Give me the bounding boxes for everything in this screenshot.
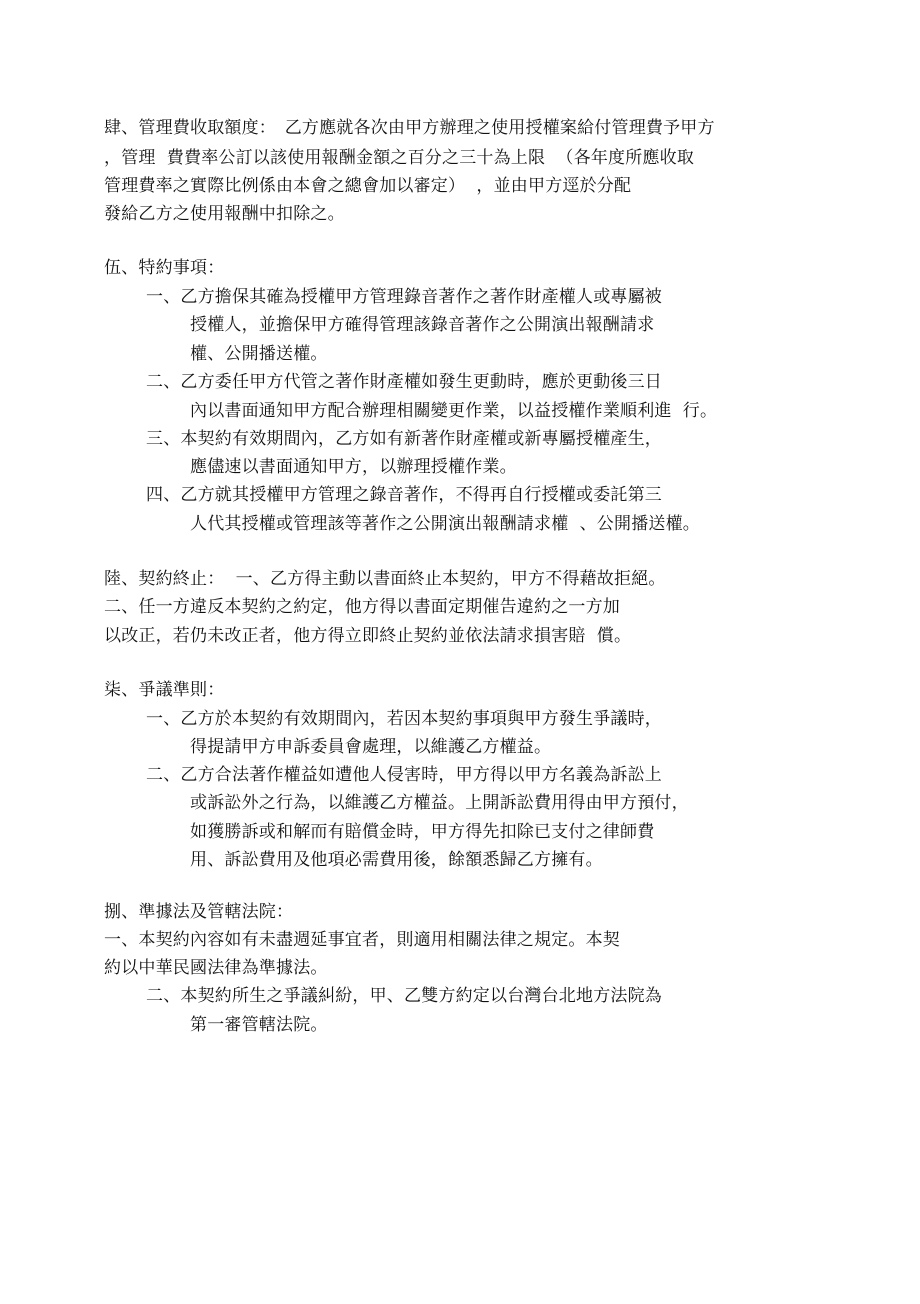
- section-5-item-1-line-1: 一、乙方擔保其確為授權甲方管理錄音著作之著作財產權人或專屬被: [146, 287, 662, 307]
- section-4-line-4: 發給乙方之使用報酬中扣除之。: [104, 204, 345, 224]
- section-8-item-1-line-1: 一、本契約內容如有未盡週延事宜者，則適用相關法律之規定。本契: [104, 930, 620, 950]
- section-8-item-2-line-2: 第一審管轄法院。: [190, 1015, 328, 1035]
- section-5-item-3-line-1: 三、本契約有效期間內，乙方如有新著作財產權或新專屬授權產生，: [146, 429, 662, 449]
- section-8-item-2-line-1: 二、本契約所生之爭議糾紛，甲、乙雙方約定以台灣台北地方法院為: [146, 986, 662, 1006]
- section-5-item-2-line-2: 內以書面通知甲方配合辦理相關變更作業，以益授權作業順利進 行。: [190, 401, 718, 421]
- section-4-line-3: 管理費率之實際比例係由本會之總會加以審定） ，並由甲方逕於分配: [104, 176, 632, 196]
- section-7-item-2-line-2: 或訴訟外之行為，以維護乙方權益。上開訴訟費用得由甲方預付，: [190, 793, 689, 813]
- section-7-item-1-line-1: 一、乙方於本契約有效期間內，若因本契約事項與甲方發生爭議時，: [146, 709, 662, 729]
- section-4-line-1: 肆、管理費收取額度： 乙方應就各次由甲方辦理之使用授權案給付管理費予甲方: [104, 118, 715, 138]
- section-7-title: 柒、爭議準則：: [104, 680, 225, 700]
- section-7-item-2-line-3: 如獲勝訴或和解而有賠償金時，甲方得先扣除已支付之律師費: [190, 822, 655, 842]
- section-4-line-2: ，管理 費費率公訂以該使用報酬金額之百分之三十為上限 （各年度所應收取: [104, 148, 695, 168]
- section-6-line-2: 二、任一方違反本契約之約定，他方得以書面定期催告違約之一方加: [104, 597, 620, 617]
- section-5-item-1-line-3: 權、公開播送權。: [190, 344, 328, 364]
- section-8-item-1-line-2: 約以中華民國法律為準據法。: [104, 958, 328, 978]
- section-8-title: 捌、準據法及管轄法院：: [104, 902, 294, 922]
- section-5-item-4-line-2: 人代其授權或管理該等著作之公開演出報酬請求權 、公開播送權。: [190, 514, 701, 534]
- section-5-item-4-line-1: 四、乙方就其授權甲方管理之錄音著作，不得再自行授權或委託第三: [146, 485, 662, 505]
- section-7-item-2-line-1: 二、乙方合法著作權益如遭他人侵害時，甲方得以甲方名義為訴訟上: [146, 765, 662, 785]
- section-5-item-2-line-1: 二、乙方委任甲方代管之著作財產權如發生更動時，應於更動後三日: [146, 372, 662, 392]
- section-6-line-1: 陸、契約終止： 一、乙方得主動以書面終止本契約，甲方不得藉故拒絕。: [104, 569, 666, 589]
- section-7-item-2-line-4: 用、訴訟費用及他項必需費用後，餘額悉歸乙方擁有。: [190, 850, 603, 870]
- section-5-item-1-line-2: 授權人，並擔保甲方確得管理該錄音著作之公開演出報酬請求: [190, 315, 655, 335]
- section-7-item-1-line-2: 得提請甲方申訴委員會處理，以維護乙方權益。: [190, 737, 552, 757]
- section-5-title: 伍、特約事項：: [104, 258, 225, 278]
- section-5-item-3-line-2: 應儘速以書面通知甲方，以辦理授權作業。: [190, 457, 517, 477]
- section-6-line-3: 以改正，若仍未改正者，他方得立即終止契約並依法請求損害賠 償。: [104, 626, 632, 646]
